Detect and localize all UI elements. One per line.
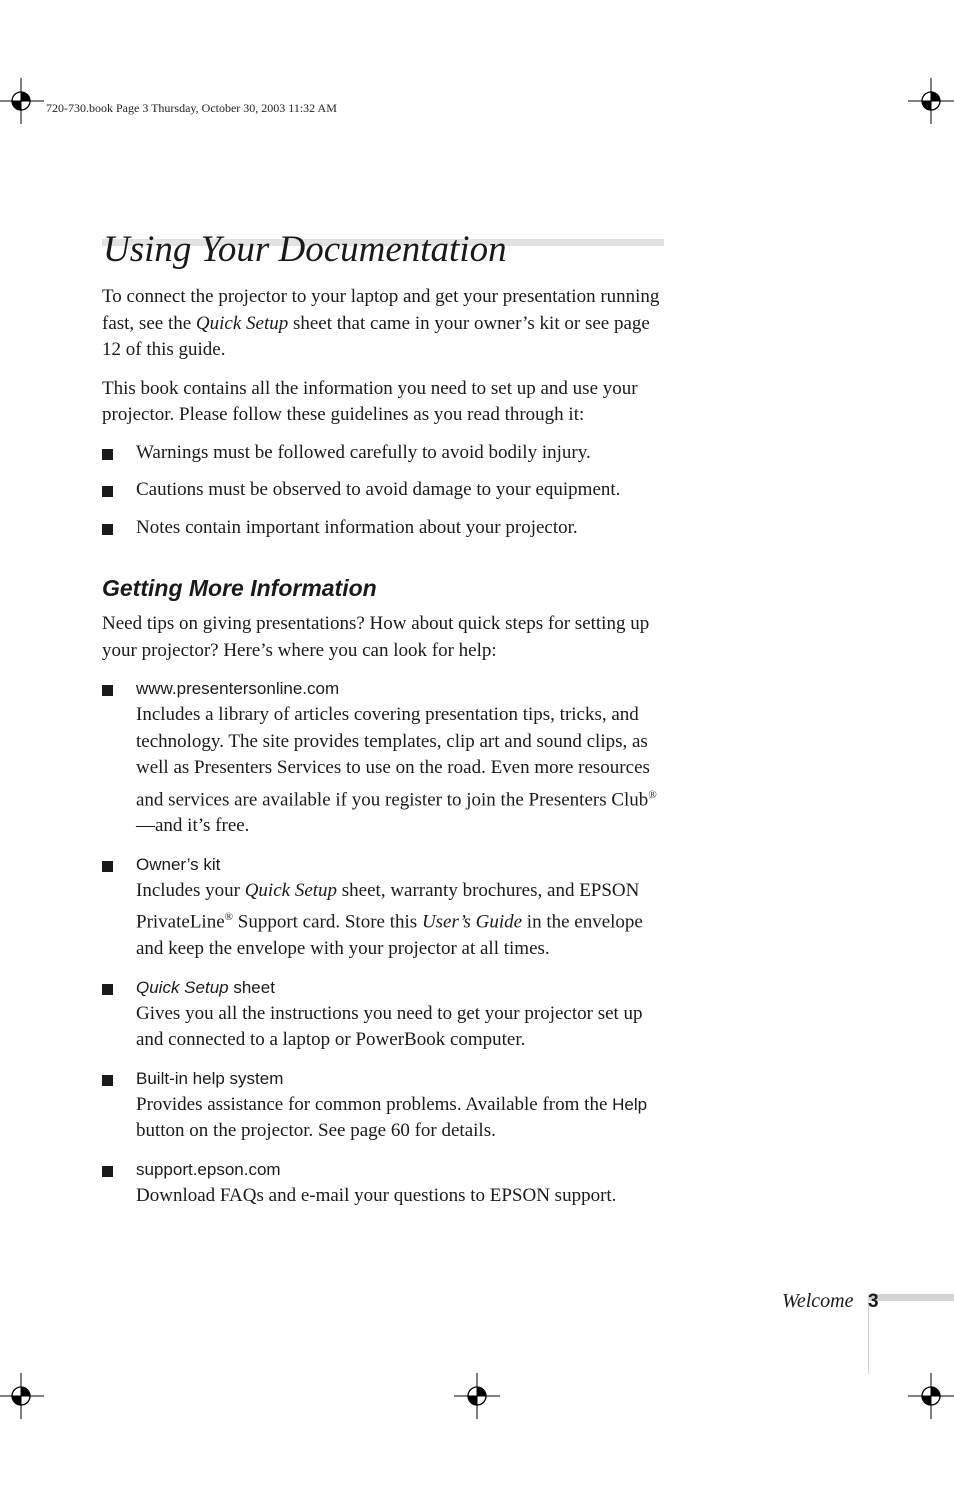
resources-list xyxy=(102,676,664,1209)
bullet-icon xyxy=(102,1166,113,1177)
resource-description xyxy=(136,702,664,840)
resource-title: www.presentersonline.com xyxy=(136,679,340,698)
registered-mark: ® xyxy=(224,911,233,924)
intro-paragraph-2: This book contains all the information you need to set up and use your projector. Please follow these guidelines as you read through it: xyxy=(102,377,638,425)
section-intro: Need tips on giving presentations? How about quick steps for setting up your projector? Here’s where you can look for help: xyxy=(102,613,650,661)
description-text: Support card. Store this xyxy=(233,911,422,933)
registration-mark-icon xyxy=(0,1373,44,1419)
resource-description: Gives you all the instructions you need to get your projector set up and connected to a laptop or PowerBook computer. xyxy=(136,1002,643,1051)
intro-paragraph-1 xyxy=(102,284,664,364)
footer-bar xyxy=(868,1294,954,1301)
users-guide-reference: User’s Guide xyxy=(421,911,523,933)
main-content xyxy=(102,284,664,1209)
list-item xyxy=(102,1157,664,1210)
description-text: button on the projector. See page 60 for details. xyxy=(136,1120,496,1142)
resource-title-italic: Quick Setup xyxy=(136,977,229,997)
guidelines-list xyxy=(102,440,664,542)
list-item xyxy=(102,440,664,467)
description-text: Includes a library of articles covering presentation tips, tricks, and technology. The site provides templates, clip art and sound clips, as well as Presenters Services to use on the road. Even more resources and services are available if you register to join the Presenters Club xyxy=(136,704,650,810)
bullet-icon xyxy=(102,984,113,995)
resource-title-text: sheet xyxy=(228,977,275,997)
list-item xyxy=(102,1066,664,1145)
help-button-name: Help xyxy=(612,1094,648,1114)
guideline-text: Cautions must be observed to avoid damage to your equipment. xyxy=(136,479,621,500)
section-heading: Getting More Information xyxy=(102,575,377,601)
quick-setup-reference: Quick Setup xyxy=(244,879,338,901)
resource-description xyxy=(136,878,664,963)
intro-text: To connect the projector to your laptop and get your presentation running fast, see the xyxy=(102,286,660,334)
intro-text: sheet that came in your owner’s kit or see page 12 of this guide. xyxy=(102,312,650,360)
registration-mark-icon xyxy=(908,78,954,124)
registration-mark-icon xyxy=(908,1373,954,1419)
bullet-icon xyxy=(102,1075,113,1086)
guideline-text: Notes contain important information about your projector. xyxy=(136,516,578,538)
list-item xyxy=(102,852,664,963)
bullet-icon xyxy=(102,524,113,535)
description-text: —and it’s free. xyxy=(136,815,250,837)
bullet-icon xyxy=(102,449,113,460)
description-text: sheet, warranty brochures, and EPSON PrivateLine xyxy=(136,879,640,933)
description-text: Includes your xyxy=(136,879,245,901)
registration-mark-icon xyxy=(0,78,44,124)
resource-description xyxy=(136,1092,664,1145)
resource-title: Built-in help system xyxy=(136,1068,284,1088)
description-text: in the envelope and keep the envelope with your projector at all times. xyxy=(136,911,643,960)
page-number: 3 xyxy=(868,1291,879,1312)
resource-description: Download FAQs and e-mail your questions to EPSON support. xyxy=(136,1184,617,1206)
list-item xyxy=(102,975,664,1054)
resource-title: support.epson.com xyxy=(136,1159,281,1179)
list-item xyxy=(102,676,664,840)
description-text: Provides assistance for common problems. Available from the xyxy=(136,1093,613,1115)
print-header: 720-730.book Page 3 Thursday, October 30, 2003 11:32 AM xyxy=(46,101,337,115)
list-item xyxy=(102,477,664,504)
resource-title: Owner’s kit xyxy=(136,854,221,874)
guideline-text: Warnings must be followed carefully to avoid bodily injury. xyxy=(136,441,591,463)
bullet-icon xyxy=(102,486,113,497)
bullet-icon xyxy=(102,861,113,872)
page-title: Using Your Documentation xyxy=(103,229,507,270)
registered-mark: ® xyxy=(648,788,657,801)
bullet-icon xyxy=(102,685,113,696)
resource-title xyxy=(136,975,664,1001)
quick-setup-reference: Quick Setup xyxy=(195,312,289,334)
footer-section-label: Welcome xyxy=(782,1290,854,1312)
registration-mark-icon xyxy=(454,1373,500,1419)
list-item xyxy=(102,515,664,542)
